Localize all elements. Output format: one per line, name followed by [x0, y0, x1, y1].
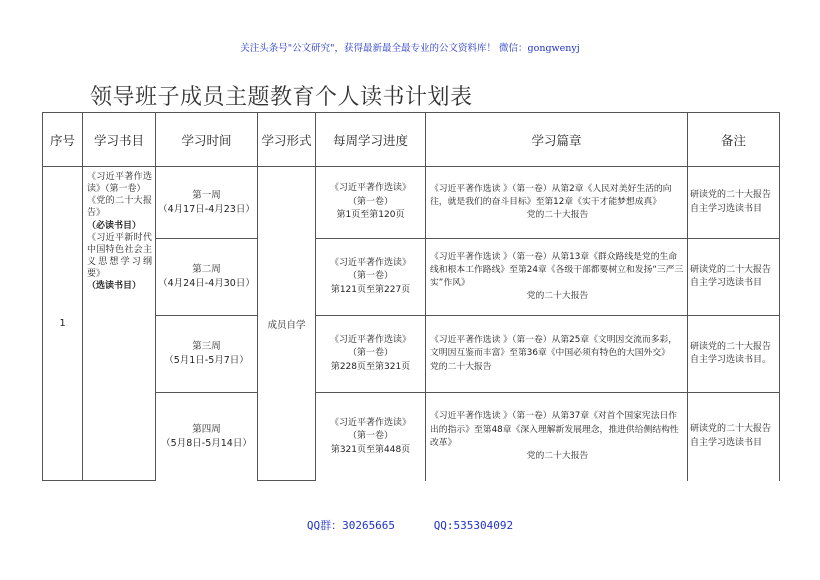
book-tag-required: （必读书目）: [87, 220, 142, 231]
weekly-progress-cell: [316, 393, 426, 481]
report-text: 党的二十大报告: [526, 450, 589, 461]
remarks-cell: [688, 316, 780, 393]
row-seq: 1: [43, 167, 83, 481]
col-chapter-header: 学习篇章: [426, 113, 688, 167]
chapter-text: 《习近平著作选读 》（第一卷）从第13章《群众路线是党的生命线和根本工作路线》至第24章《各级干部都要树立和发扬“三严三实”作风》: [430, 251, 684, 288]
study-form-cell: 成员自学: [258, 167, 316, 481]
col-seq-header: 序号: [43, 113, 83, 167]
book-tag-optional: （选读书目）: [87, 281, 142, 292]
remark-line: 研读党的二十大报告: [690, 264, 772, 275]
progress-book: 《习近平著作选读》: [329, 334, 411, 345]
week-time-cell: [156, 167, 258, 239]
book-list-cell: [83, 167, 156, 481]
report-text: 党的二十大报告: [430, 361, 492, 372]
remark-line: 研读党的二十大报告: [690, 190, 772, 200]
progress-book: 《习近平著作选读》: [329, 417, 411, 428]
week-time-cell: [156, 393, 258, 481]
remark-line: 自主学习选读书目: [690, 203, 763, 214]
chapter-text: 《习近平著作选读 》（第一卷）从第37章《对首个国家宪法日作出的指示》至第48章《深入理解新发展理念，推进供给侧结构性改革》: [430, 411, 679, 448]
book-item: 《党的二十大报告》: [87, 196, 152, 219]
remarks-cell: [688, 167, 780, 239]
book-item: 《习近平著作选读》（第一卷）: [87, 172, 152, 195]
week-name: 第一周: [192, 189, 221, 201]
week-dates: （5月8日-5月14日）: [161, 437, 252, 449]
progress-pages: 第321页至第448页: [330, 444, 411, 455]
progress-volume: （第一卷）: [347, 431, 393, 441]
weekly-progress-cell: [316, 239, 426, 316]
remark-line: 自主学习选读书目: [690, 278, 763, 288]
week-time-cell: [156, 239, 258, 316]
col-form-header: 学习形式: [258, 113, 316, 167]
reading-plan-table: [42, 112, 780, 481]
week-dates: （4月17日-4月23日）: [158, 203, 255, 215]
page-title: 领导班子成员主题教育个人读书计划表: [90, 85, 473, 110]
week-name: 第四周: [192, 423, 221, 435]
book-item: 《习近平新时代中国特色社会主义思想学习纲要》: [87, 232, 152, 280]
col-progress-header: 每周学习进度: [316, 113, 426, 167]
progress-pages: 第228页至第321页: [330, 361, 411, 372]
progress-volume: （第一卷）: [347, 271, 393, 282]
chapter-cell: [426, 316, 688, 393]
footer-contacts: [0, 517, 820, 533]
col-time-header: 学习时间: [156, 113, 258, 167]
week-dates: （5月1日-5月7日）: [164, 355, 249, 366]
progress-book: 《习近平著作选读》: [329, 257, 411, 268]
report-text: 党的二十大报告: [526, 210, 589, 221]
col-remarks-header: 备注: [688, 113, 780, 167]
remark-line: 自主学习选读书目。: [690, 355, 772, 365]
week-name: 第三周: [192, 341, 221, 353]
table-header-row: [43, 113, 780, 167]
week-name: 第二周: [192, 264, 221, 276]
week-dates: （4月24日-4月30日）: [158, 278, 255, 289]
progress-volume: （第一卷）: [347, 196, 393, 207]
col-books-header: 学习书目: [83, 113, 156, 167]
report-text: 党的二十大报告: [526, 291, 589, 302]
chapter-cell: [426, 393, 688, 481]
remark-line: 自主学习选读书目: [690, 437, 763, 448]
progress-pages: 第1页至第120页: [336, 210, 405, 221]
progress-book: 《习近平著作选读》: [329, 183, 411, 194]
progress-volume: （第一卷）: [347, 348, 393, 359]
remark-line: 研读党的二十大报告: [690, 341, 772, 352]
table-row: [43, 167, 780, 239]
header-note: 关注头条号"公文研究"，获得最新最全最专业的公文资料库！ 微信：gongwenyj: [240, 43, 580, 54]
weekly-progress-cell: [316, 316, 426, 393]
weekly-progress-cell: [316, 167, 426, 239]
remarks-cell: [688, 393, 780, 481]
chapter-text: 《习近平著作选读 》（第一卷）从第25章《文明因交流而多彩，文明因互鉴而丰富》至第36章《中国必须有特色的大国外交》: [430, 335, 678, 359]
chapter-cell: [426, 167, 688, 239]
remark-line: 研读党的二十大报告: [690, 424, 772, 435]
remarks-cell: [688, 239, 780, 316]
qq-group-text: QQ群：30265665: [306, 519, 396, 532]
week-time-cell: [156, 316, 258, 393]
progress-pages: 第121页至第227页: [330, 284, 411, 295]
chapter-cell: [426, 239, 688, 316]
chapter-text: 《习近平著作选读 》（第一卷）从第2章《人民对美好生活的向往，就是我们的奋斗目标》至第12章《实干才能梦想成真》: [430, 183, 672, 207]
qq-text: QQ:535304092: [433, 519, 514, 532]
